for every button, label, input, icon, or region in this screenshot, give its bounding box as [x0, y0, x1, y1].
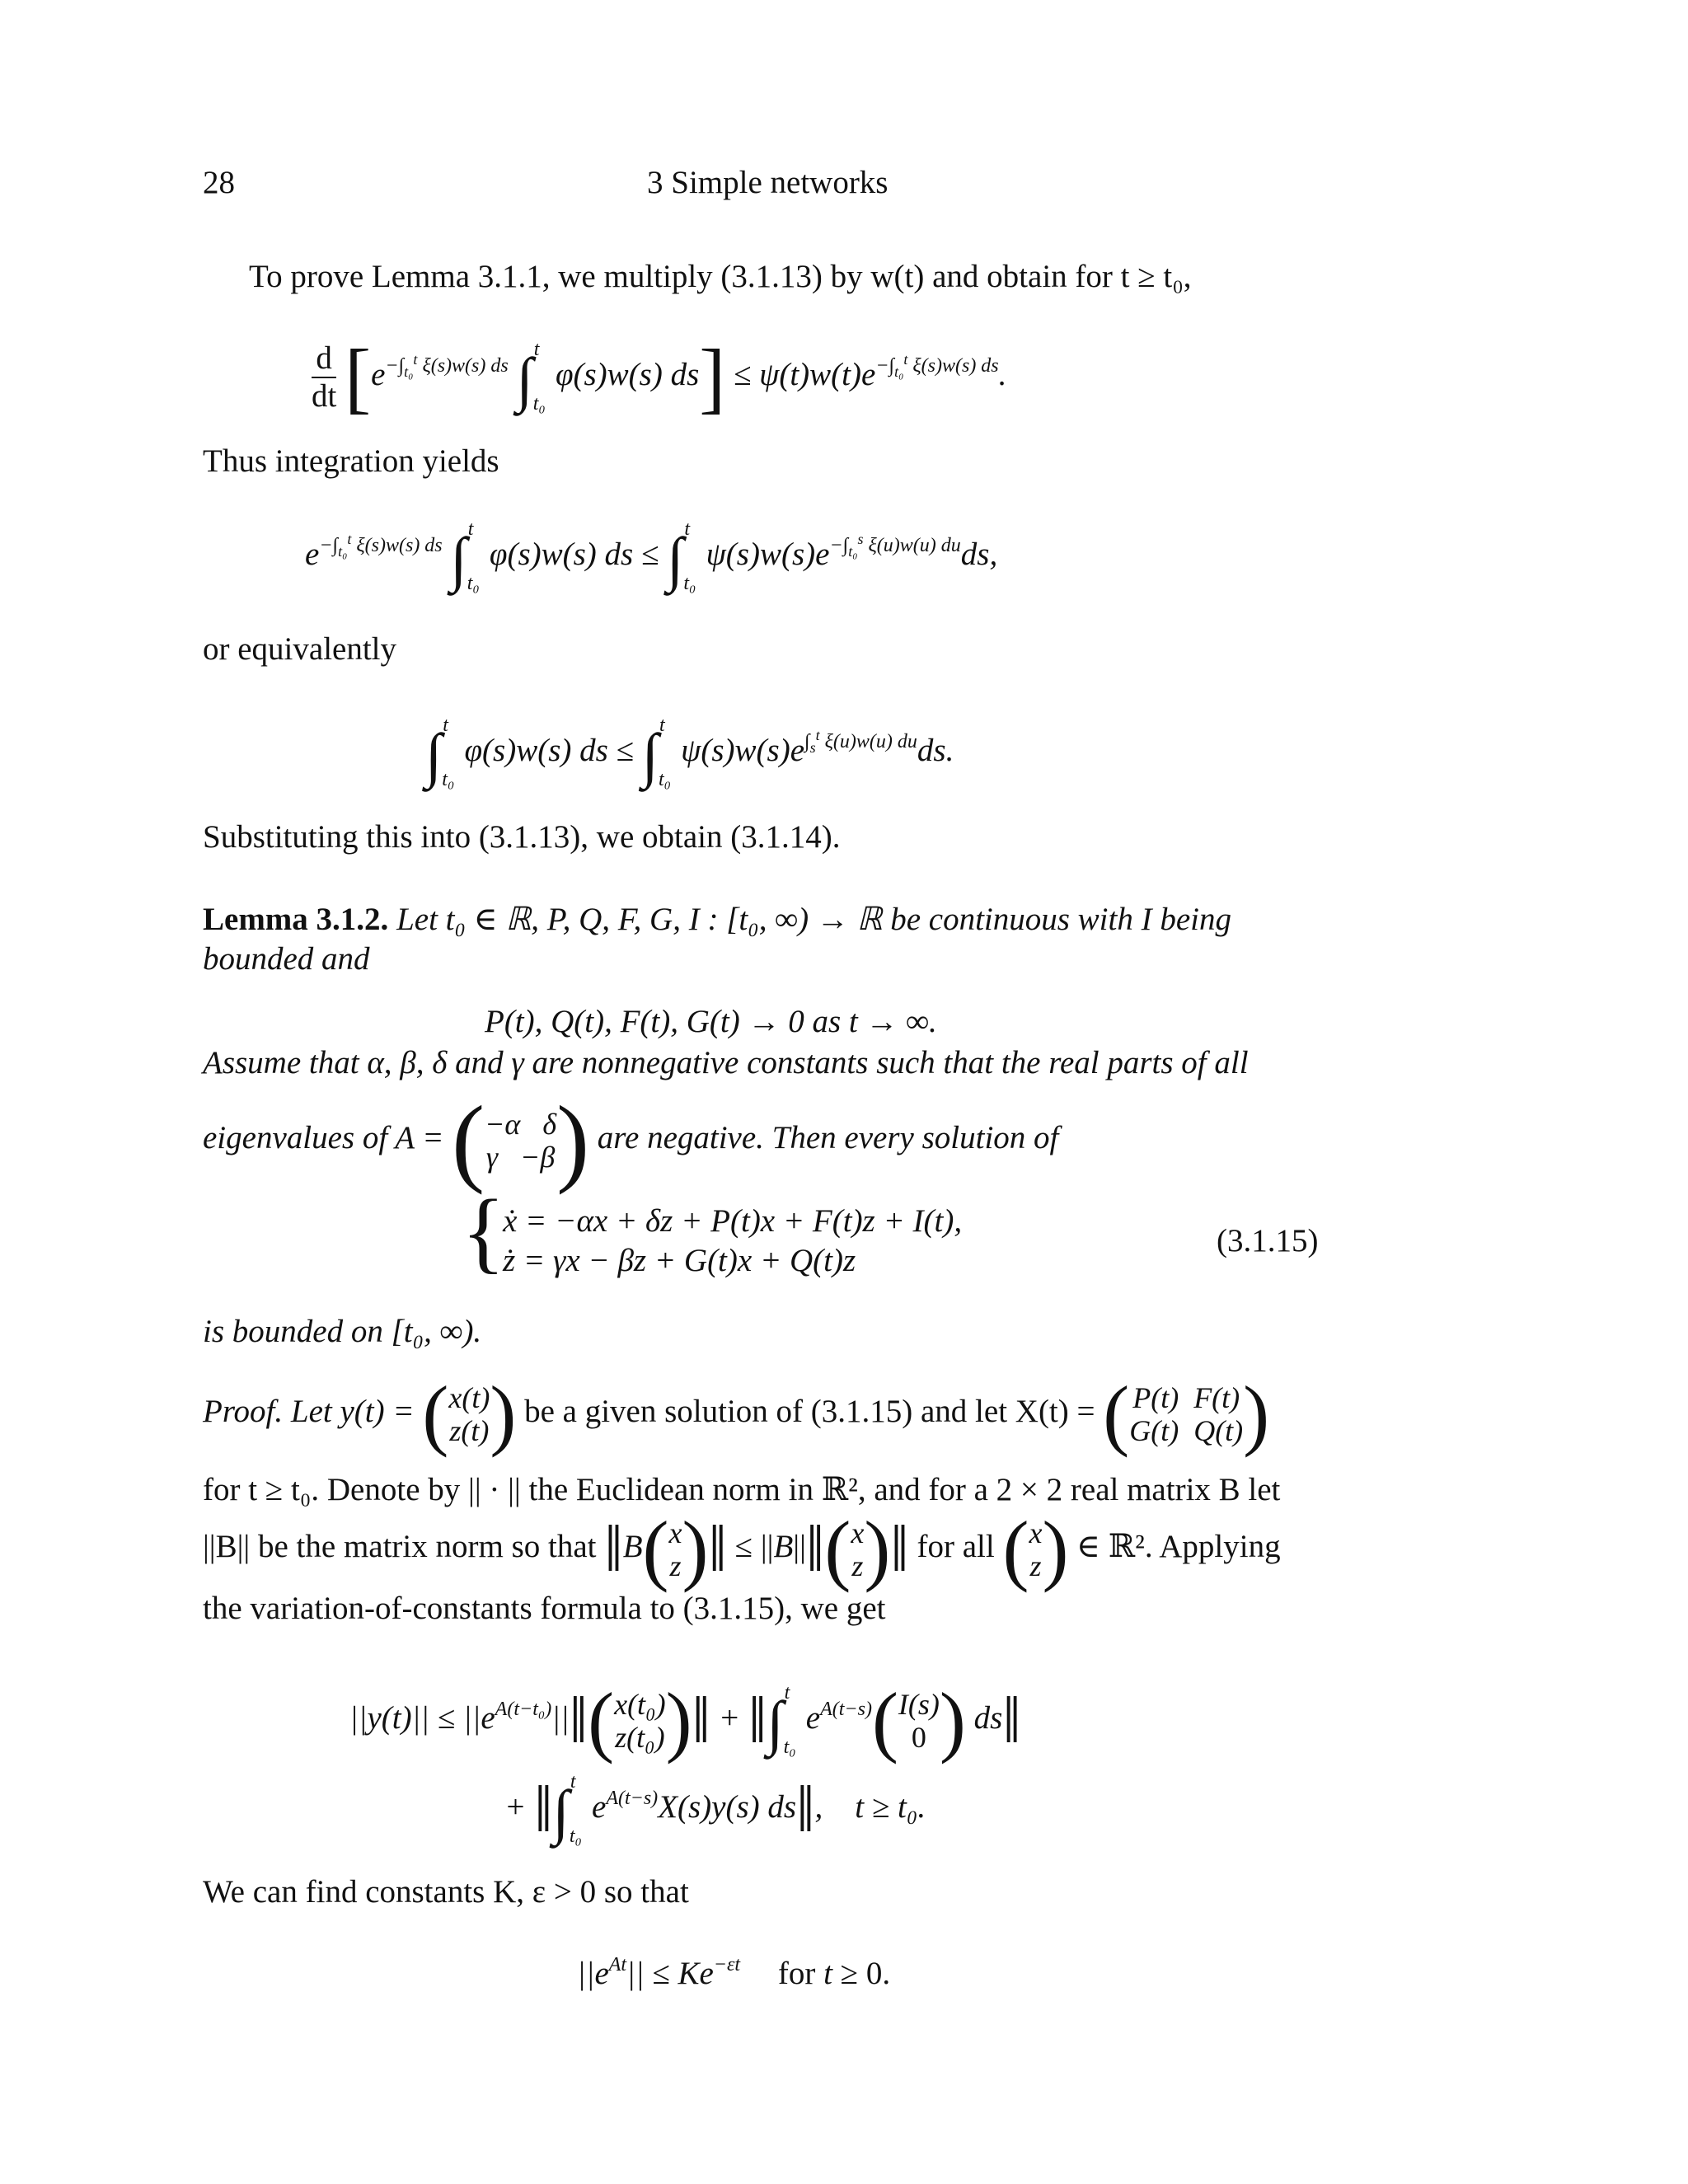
matrix-a: −α δ γ −β: [485, 1108, 557, 1174]
equation-label: (3.1.15): [1217, 1223, 1319, 1258]
find-constants-line: We can find constants K, ε > 0 so that: [203, 1874, 689, 1910]
equation-derivative: $\frac{d}{dt}$ [$e^{-\int_{t_0}^t \xi(s)w(s) ds}$ $\int_{t_0}^t$ φ(s)w(s) $ds] \le \psi(t)w(t)e^{-\int_{t_0}^t \xi(s)w(s) ds}$.: [312, 333, 1007, 422]
lemma-first-line: [203, 900, 1231, 940]
or-equivalently: or equivalently: [203, 631, 397, 667]
thus-integration: Thus integration yields: [203, 443, 499, 479]
system-equation-2: ż = γx − βz + G(t)x + Q(t)z: [503, 1243, 856, 1278]
proof-line-1b: be a given solution of (3.1.15) and let X(t) =: [524, 1393, 1095, 1429]
proof-line-1a: Let y(t) =: [290, 1393, 415, 1429]
proof-line-4: the variation-of-constants formula to (3.1.15), we get: [203, 1591, 886, 1626]
lemma-line-4: eigenvalues of A = (−α δ γ −β) are negative. Then every solution of: [203, 1085, 1059, 1195]
final-inequality: $||e^{At}|| \le Ke^{-\varepsilon t}$ for t ≥ 0.: [577, 1954, 891, 1991]
proof-line-2: for t ≥ t₀. Denote by || · || the Euclidean norm in ℝ², and for a 2 × 2 real matrix B let: [203, 1472, 1281, 1507]
page-number: 28: [203, 165, 235, 200]
lemma-line-1: Let t₀ ∈ ℝ, P, Q, F, G, I : [t₀, ∞) → ℝ be continuous with I being: [396, 902, 1231, 937]
lemma-line-3: Assume that α, β, δ and γ are nonnegative constants such that the real parts of all: [203, 1045, 1249, 1080]
proof-line-3a: ||B|| be the matrix norm so that: [203, 1528, 597, 1564]
lemma-line-4b: are negative. Then every solution of: [597, 1119, 1059, 1155]
equation-variation-1: $||y(t)|| \le ||e^{A(t-t_0)}||‖(x(t_0)$ z(t₀))‖ + $‖\int_{t_0}^t$ $e^{A(t-s)}(I(s)$ 0 ) ds‖: [349, 1676, 1021, 1765]
proof-line-3: ||B|| be the matrix norm so that ‖B(x z)‖ ≤ ||B||‖(x z)‖ for all (x z) ∈ ℝ². Applying: [203, 1505, 1281, 1593]
system-equation-1: ẋ = −αx + δz + P(t)x + F(t)z + I(t),: [503, 1203, 963, 1239]
equation-integrated: $e^{-\int_{t_0}^t \xi(s)w(s) ds}$ $\int_{t_0}^t$ φ(s)w(s) ds ≤ $\int_{t_0}^t$ $\psi(s)w(s)e^{-\int_{t_0}^s \xi(u)w(u) du}ds$,: [305, 518, 998, 594]
system-brace: {: [462, 1181, 505, 1282]
equation-variation-2: + $‖\int_{t_0}^t$ $e^{A(t-s)}X(s)y(s)$ ds‖, t ≥ t₀.: [504, 1771, 926, 1847]
proof-line-3b: for all: [917, 1528, 995, 1564]
lemma-line-2: bounded and: [203, 941, 370, 977]
proof-line-3c: ∈ ℝ². Applying: [1076, 1528, 1281, 1564]
lemma-condition: P(t), Q(t), F(t), G(t) → 0 as t → ∞.: [485, 1004, 937, 1039]
substituting-line: Substituting this into (3.1.13), we obtain (3.1.14).: [203, 819, 841, 855]
proof-line-1: Proof. Let y(t) = (x(t) z(t)) be a given solution of (3.1.15) and let X(t) = ( P(t) F(t) G(t) Q(t)): [203, 1370, 1270, 1458]
intro-paragraph: To prove Lemma 3.1.1, we multiply (3.1.13) by w(t) and obtain for t ≥ t₀,: [249, 259, 1192, 294]
lemma-line-4a: eigenvalues of A =: [203, 1119, 444, 1155]
bounded-line: is bounded on [t₀, ∞).: [203, 1314, 482, 1349]
lemma-title: Lemma 3.1.2.: [203, 902, 389, 937]
proof-label: Proof.: [203, 1393, 284, 1429]
equation-equivalent: $\int_{t_0}^t$ φ(s)w(s) ds ≤ $\int_{t_0}^t$ $\psi(s)w(s)e^{\int_s^t \xi(u)w(u) du}ds$.: [425, 715, 954, 790]
running-header: 3 Simple networks: [647, 165, 889, 200]
